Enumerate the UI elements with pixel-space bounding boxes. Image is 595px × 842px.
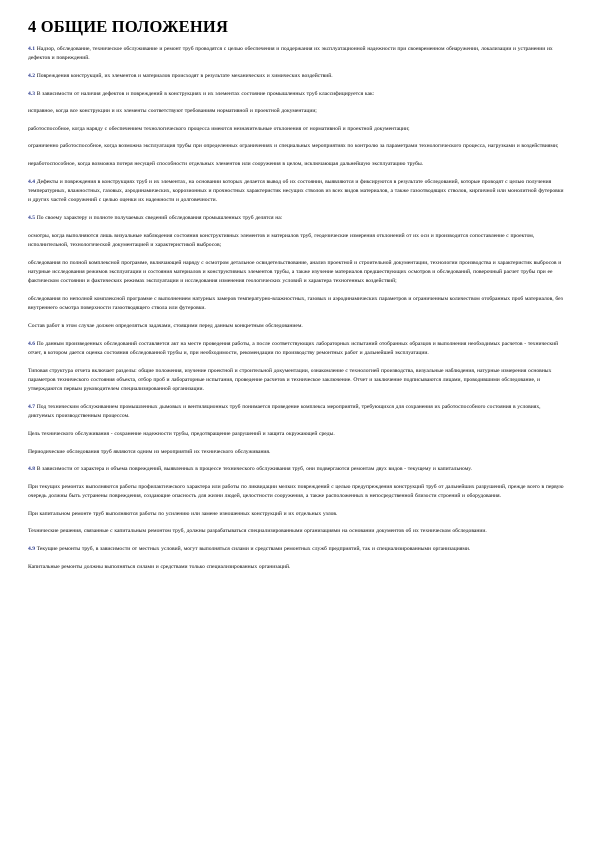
paragraph-operable	[28, 125, 566, 134]
paragraph-text: обследования по полной комплексной программе, включающей наряду с осмотром детальное освидетельствование, анализ проектной и строительной документации, технологии производства и характеристик выбросов и натурные исследования режимов эксплуатации и состояния материалов и конструктивных элементов трубы, а также изучение материалов предшествующих осмотров и обследований, поверочный расчет трубы при ее фактическом состоянии и фактических режимах эксплуатации и исследования изменения геологических условий и характера техногенных воздействий;	[28, 259, 562, 285]
paragraph-maintenance-goal	[28, 430, 566, 439]
paragraph-text: Технические решения, связанные с капитальным ремонтом труб, должны разрабатываться специализированными организациями на основании документов об их техническом обследовании.	[28, 528, 487, 535]
paragraph-text: В зависимости от характера и объема повреждений, выявленных в процессе технического обслуживания труб, они подвергаются ремонтам двух видов - текущему и капитальному.	[36, 466, 472, 473]
paragraph-capital-repair-executors	[28, 563, 566, 572]
paragraph-text: Надзор, обследование, техническое обслуживание и ремонт труб проводятся с целью обеспечения и поддержания их эксплуатационной надежности при своевременном обнаружении, локализации и устранении их дефектов и повреждений.	[28, 46, 553, 62]
paragraph-4-1	[28, 45, 566, 64]
paragraph-technical-solutions	[28, 527, 566, 536]
paragraph-text: исправное, когда все конструкции и их элементы соответствуют требованиям нормативной и проектной документации;	[28, 108, 317, 115]
clause-number: 4.5	[28, 214, 35, 221]
paragraph-periodic-inspections	[28, 448, 566, 457]
paragraph-text: Состав работ в этом случае должен определяться задачами, стоящими перед данным конкретным обследованием.	[28, 322, 303, 329]
paragraph-4-5	[28, 214, 566, 223]
paragraph-inspections	[28, 232, 566, 251]
paragraph-4-2	[28, 72, 566, 81]
paragraph-text: Дефекты и повреждения в конструкциях труб и их элементах, на основании которых делается вывод об их состоянии, выявляются и фиксируются в результате обследований, которые проводят с целью получения температурных, влажностных, газовых, аэродинамических, коррозионных и прочностных характеристик несущих стволов из всех видов материалов, а также газоотводящих стволов, кирпичной или монолитной футеровки и других частей сооружений с целью оценки их надежности и долговечности.	[28, 178, 564, 204]
clause-number: 4.7	[28, 403, 35, 410]
paragraph-text: ограниченно работоспособное, когда возможна эксплуатация трубы при определенных ограничениях и специальных мероприятиях по контролю за параметрами технологического процесса, нагрузками и воздействиями;	[28, 143, 559, 150]
paragraph-text: Цель технического обслуживания - сохранение надежности трубы, предотвращение разрушений и защита окружающей среды.	[28, 430, 335, 437]
paragraph-full-program	[28, 259, 566, 287]
paragraph-text: Под техническим обслуживанием промышленных дымовых и вентиляционных труб понимается проведение комплекса мероприятий, требующихся для сохранения их работоспособного состояния в условиях, диктуемых производственным процессом.	[28, 403, 541, 420]
paragraph-scope	[28, 322, 566, 331]
paragraph-text: Типовая структура отчета включает разделы: общие положения, изучение проектной и строительной документации, ознакомление с технологией производства, визуальные наблюдения, натурные измерения основных параметров технического состояния объекта, отбор проб и лабораторные испытания, проведение расчетов и техническое заключение. Отчет и заключение подписываются лицами, проводившими обследование, и утверждаются первым руководителем специализированной организации.	[28, 367, 552, 393]
clause-number: 4.1	[28, 46, 35, 52]
paragraph-text: При текущих ремонтах выполняются работы профилактического характера или работы по ликвидации мелких повреждений с целью предупреждения конструкций труб от дальнейших разрушений, прежде всего в первую очередь должны быть устранены повреждения, создающие опасность для жизни людей, целостности сооружения, а также расположенных в непосредственной близости строений и оборудования.	[28, 483, 564, 500]
clause-number: 4.2	[28, 73, 35, 79]
paragraph-text: неработоспособное, когда возможна потеря несущей способности отдельных элементов или сооружения в целом, исключающая дальнейшую эксплуатацию трубы.	[28, 160, 424, 167]
clause-number: 4.8	[28, 466, 35, 473]
paragraph-limited-operable	[28, 142, 566, 151]
paragraph-4-8	[28, 465, 566, 474]
paragraph-current-repair	[28, 483, 566, 502]
paragraph-4-9	[28, 545, 566, 554]
paragraph-text: Повреждения конструкций, их элементов и материалов происходят в результате механических и химических воздействий.	[36, 73, 333, 79]
paragraph-serviceable	[28, 107, 566, 116]
paragraph-text: По данным произведенных обследований составляется акт на месте проведения работы, а после соответствующих лабораторных испытаний отобранных образцов и выполнения необходимых расчетов - технический отчет, в котором дается оценка состояния обследованной трубы и, при необходимости, рекомендации по производству ремонтных работ и дальнейшей эксплуатации.	[28, 340, 559, 356]
paragraph-4-4	[28, 178, 566, 206]
paragraph-text: По своему характеру и полноте получаемых сведений обследования промышленных труб делятся на:	[36, 214, 283, 221]
clause-number: 4.9	[28, 545, 35, 552]
paragraph-4-6	[28, 340, 566, 359]
document-page	[28, 17, 566, 580]
paragraph-report-structure	[28, 367, 566, 395]
paragraph-4-7	[28, 403, 566, 422]
paragraph-text: При капитальном ремонте труб выполняются работы по усилению или замене изношенных конструкций и их отдельных узлов.	[28, 510, 338, 517]
clause-number: 4.6	[28, 340, 35, 347]
paragraph-inoperable	[28, 160, 566, 169]
paragraph-text: Капитальные ремонты должны выполняться силами и средствами только специализированных организаций.	[28, 563, 291, 570]
paragraph-4-3	[28, 90, 566, 99]
clause-number: 4.4	[28, 178, 35, 185]
paragraph-text: Периодические обследования труб являются одним из мероприятий их технического обслуживания.	[28, 448, 271, 455]
paragraph-partial-program	[28, 295, 566, 314]
paragraph-text: осмотры, когда выполняются лишь визуальные наблюдения состояния конструктивных элементов и материалов труб, геодезические измерения отклонений от их оси и производится сопоставление с проектом, исполнительной, технологической документацией и характеристикой выбросов;	[28, 232, 535, 248]
section-heading: 4 ОБЩИЕ ПОЛОЖЕНИЯ	[28, 17, 229, 36]
paragraph-text: обследования по неполной комплексной программе с выполнением натурных замеров температурно-влажностных, газовых и аэродинамических параметров и ограниченным количеством отобранных проб материалов, без внутреннего осмотра поверхности газоотводящего ствола или футеровки.	[28, 295, 563, 312]
paragraph-text: работоспособное, когда наряду с обеспечением технологического процесса имеются незначительные отклонения от нормативной и проектной документации;	[28, 125, 410, 132]
paragraph-text: Текущие ремонты труб, в зависимости от местных условий, могут выполняться силами и средствами ремонтных служб предприятий, так и специализированными организациями.	[36, 545, 471, 552]
paragraph-text: В зависимости от наличия дефектов и повреждений в конструкциях и их элементах состояние промышленных труб классифицируется как:	[36, 90, 375, 97]
clause-number: 4.3	[28, 90, 35, 97]
paragraph-capital-repair	[28, 510, 566, 519]
